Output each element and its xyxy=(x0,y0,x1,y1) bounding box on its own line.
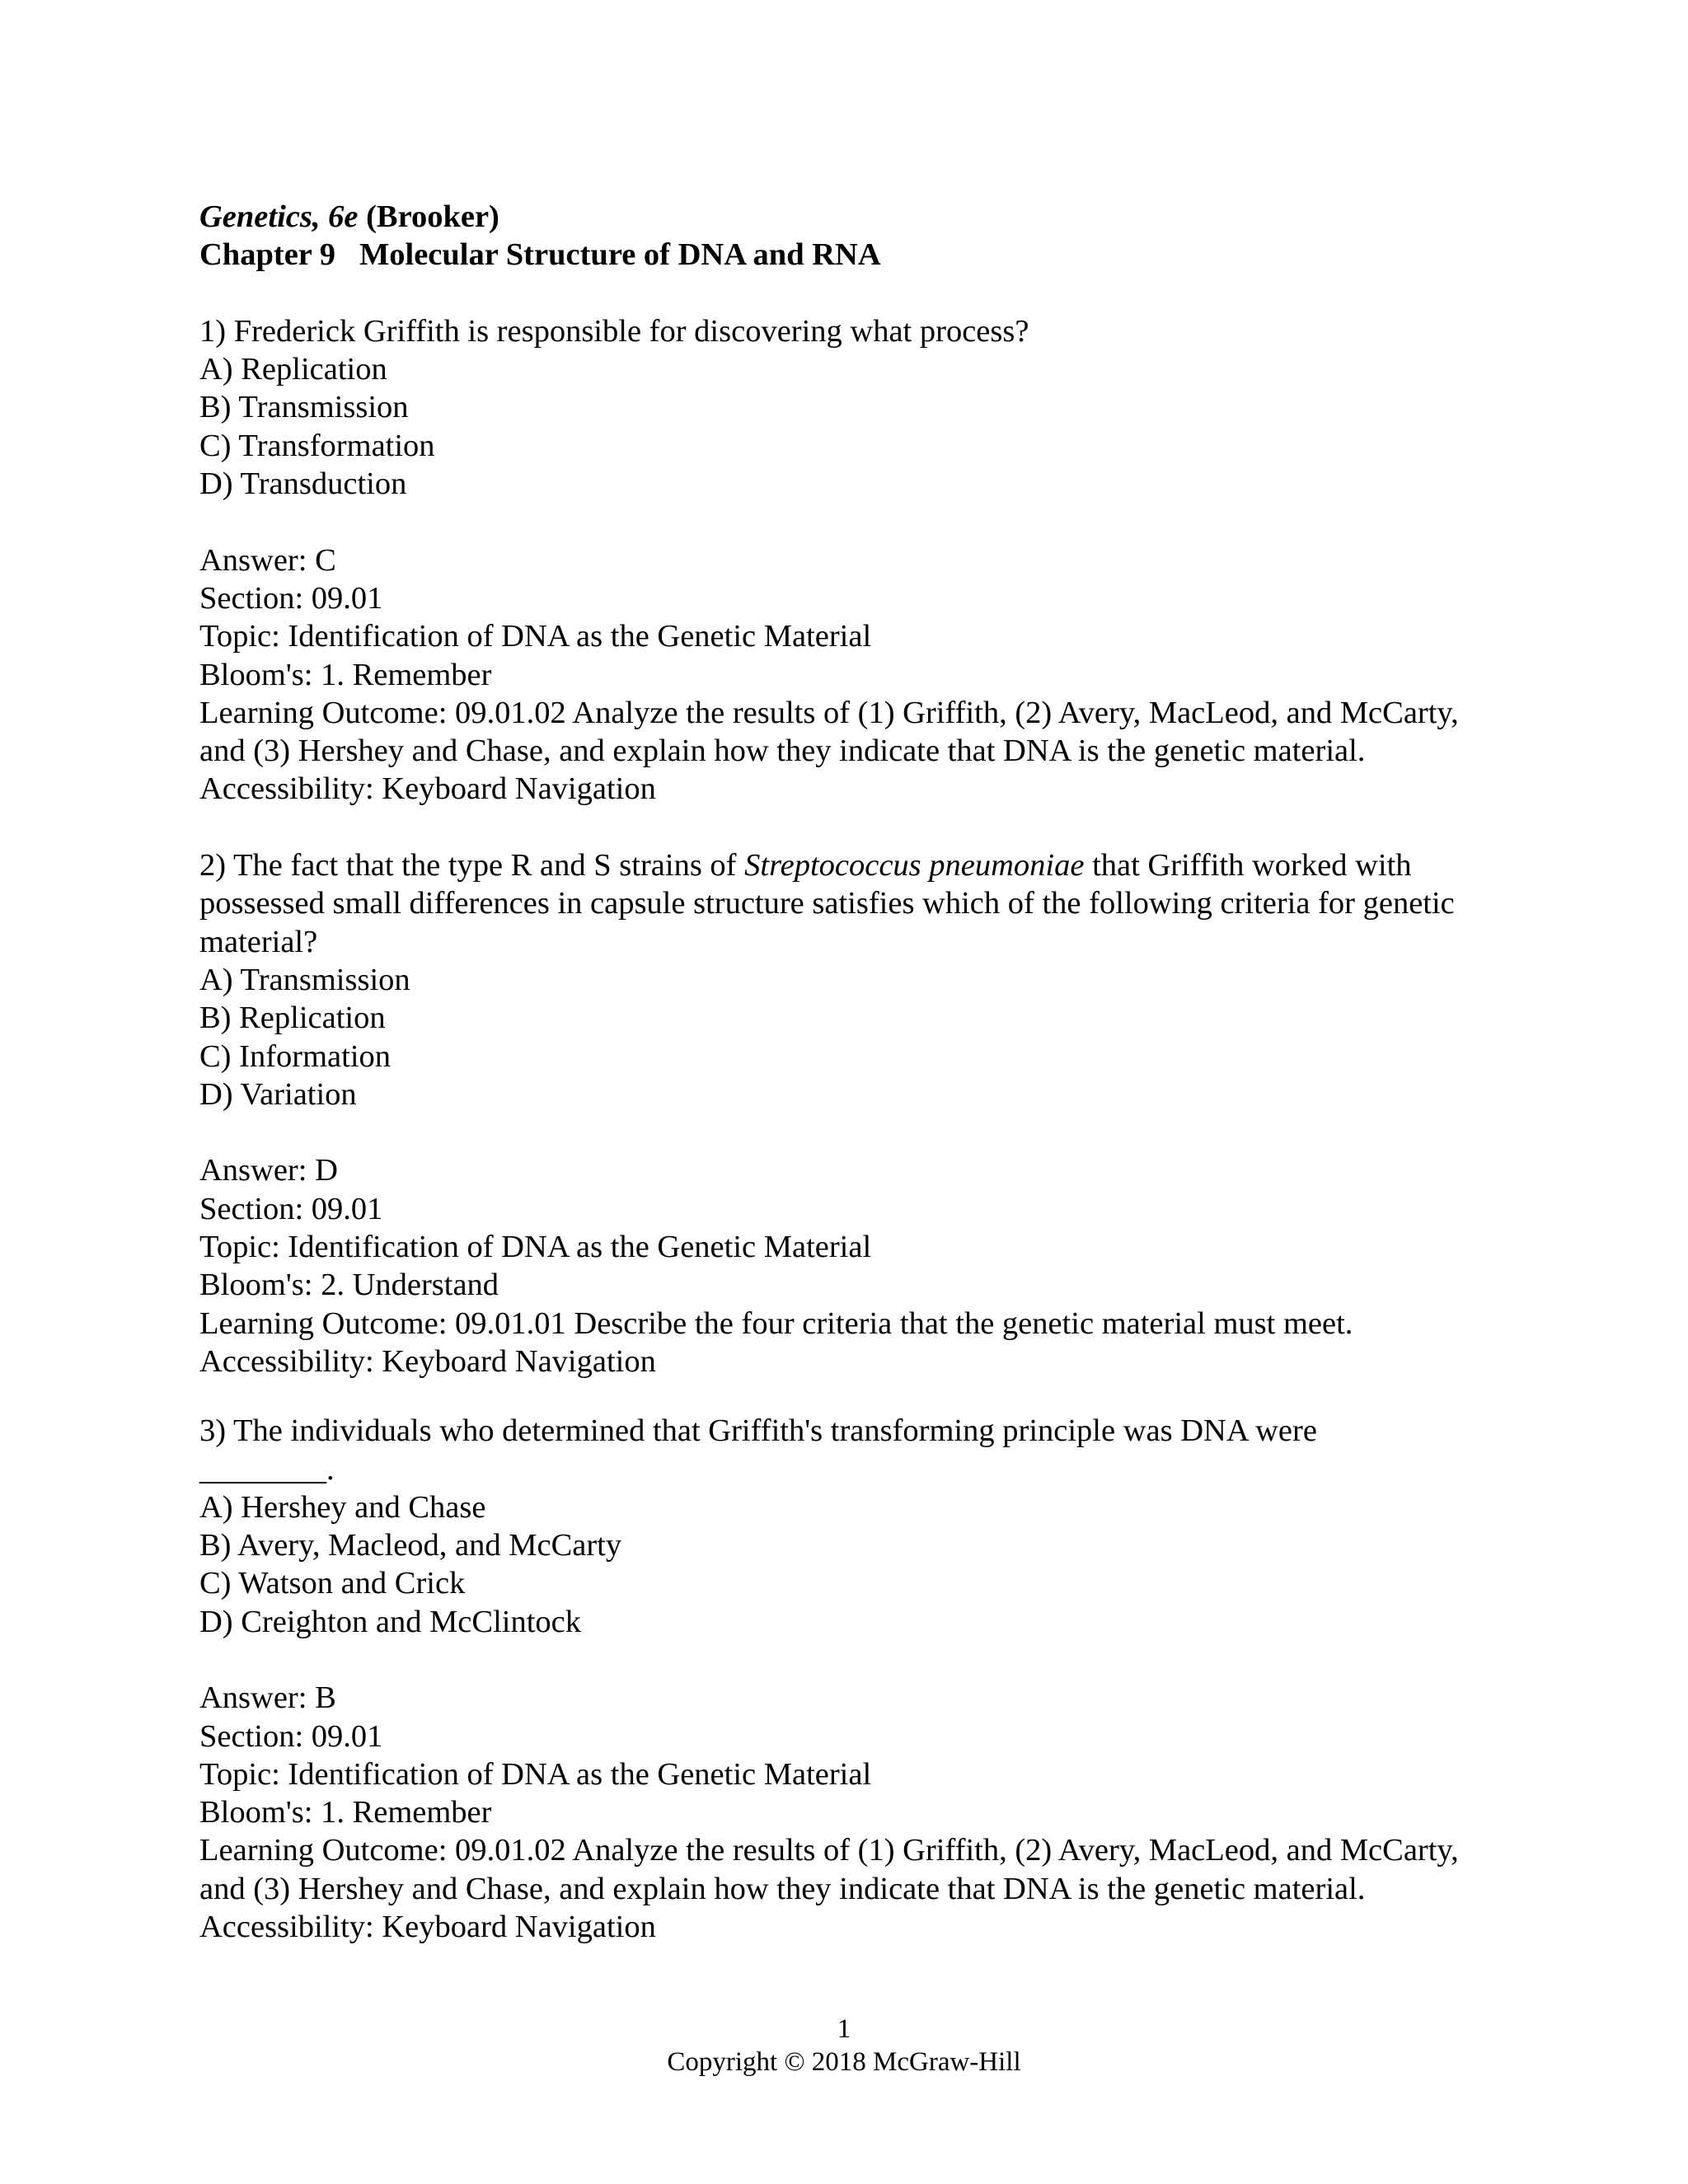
blooms-line: Bloom's: 1. Remember xyxy=(199,1795,492,1830)
stem-text-before: 2) The fact that the type R and S strains of xyxy=(199,848,745,883)
answer-blank: ________. xyxy=(199,1451,335,1487)
question-stem: 3) The individuals who determined that Griffith's transforming principle was DNA were xyxy=(199,1413,1317,1449)
accessibility-line: Accessibility: Keyboard Navigation xyxy=(199,771,656,807)
option-a: A) Transmission xyxy=(199,962,410,997)
page-number: 1 xyxy=(837,2014,851,2044)
accessibility-line: Accessibility: Keyboard Navigation xyxy=(199,1343,656,1379)
learning-outcome: Learning Outcome: 09.01.02 Analyze the results of (1) Griffith, (2) Avery, MacLeod, and McCarty, and (3) Hershey and Chase, and explain how they indicate that DNA is the genetic material. xyxy=(199,695,1459,769)
option-d: D) Creighton and McClintock xyxy=(199,1604,581,1639)
option-a: A) Hershey and Chase xyxy=(199,1489,486,1525)
option-a: A) Replication xyxy=(199,352,387,387)
learning-outcome: Learning Outcome: 09.01.02 Analyze the results of (1) Griffith, (2) Avery, MacLeod, and McCarty, and (3) Hershey and Chase, and explain how they indicate that DNA is the genetic material. xyxy=(199,1833,1459,1906)
book-title: Genetics, 6e xyxy=(199,199,359,234)
book-author: (Brooker) xyxy=(366,199,499,234)
topic-line: Topic: Identification of DNA as the Genetic Material xyxy=(199,1230,872,1265)
answer-line: Answer: C xyxy=(199,542,336,578)
section-line: Section: 09.01 xyxy=(199,1191,383,1226)
chapter-title: Molecular Structure of DNA and RNA xyxy=(359,237,881,273)
question-2 xyxy=(199,846,1502,1380)
topic-line: Topic: Identification of DNA as the Genetic Material xyxy=(199,1756,872,1792)
option-c: C) Watson and Crick xyxy=(199,1566,466,1601)
blooms-line: Bloom's: 2. Understand xyxy=(199,1268,499,1303)
answer-line: Answer: D xyxy=(199,1153,338,1188)
question-stem xyxy=(199,846,1502,961)
document-page xyxy=(199,198,1502,1946)
question-3 xyxy=(199,1412,1502,1946)
section-line: Section: 09.01 xyxy=(199,1718,383,1754)
chapter-heading xyxy=(199,236,1502,274)
copyright-notice: Copyright © 2018 McGraw-Hill xyxy=(667,2047,1021,2077)
section-line: Section: 09.01 xyxy=(199,580,383,616)
chapter-label: Chapter 9 xyxy=(199,237,336,273)
option-c: C) Information xyxy=(199,1038,392,1074)
accessibility-line: Accessibility: Keyboard Navigation xyxy=(199,1910,656,1945)
option-b: B) Avery, Macleod, and McCarty xyxy=(199,1528,622,1563)
topic-line: Topic: Identification of DNA as the Genetic Material xyxy=(199,619,872,654)
answer-line: Answer: B xyxy=(199,1680,336,1716)
stem-text-after: that Griffith worked with possessed small differences in capsule structure satisfies which of the following criteria for genetic material? xyxy=(199,848,1455,959)
species-name: Streptococcus pneumoniae xyxy=(744,848,1085,883)
option-b: B) Transmission xyxy=(199,390,409,425)
question-stem: 1) Frederick Griffith is responsible for discovering what process? xyxy=(199,313,1029,349)
option-d: D) Transduction xyxy=(199,466,407,502)
book-header xyxy=(199,198,1502,236)
blooms-line: Bloom's: 1. Remember xyxy=(199,657,492,692)
option-c: C) Transformation xyxy=(199,428,435,463)
question-1 xyxy=(199,312,1502,808)
option-d: D) Variation xyxy=(199,1076,357,1112)
option-b: B) Replication xyxy=(199,1001,386,1036)
learning-outcome: Learning Outcome: 09.01.01 Describe the four criteria that the genetic material must meet. xyxy=(199,1305,1353,1341)
